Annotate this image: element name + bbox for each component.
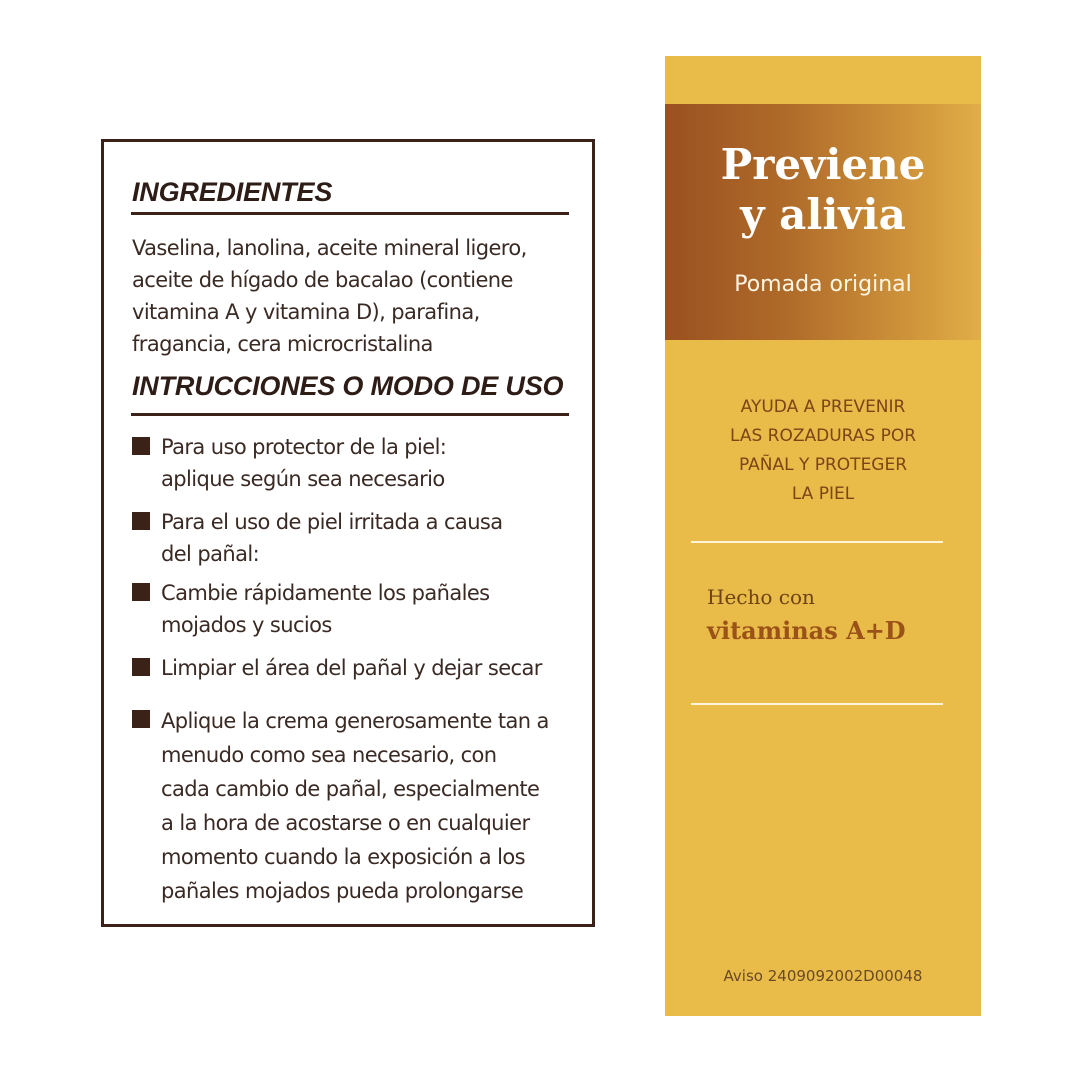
- vitamins-prefix: Hecho con: [707, 585, 815, 609]
- aviso-code: Aviso 2409092002D00048: [723, 967, 923, 985]
- ingredients-heading: INGREDIENTES: [132, 177, 333, 207]
- info-box: [101, 139, 595, 927]
- panel-divider: [691, 541, 943, 543]
- product-subtitle: Pomada original: [734, 272, 912, 297]
- instruction-step-text: Cambie rápidamente los pañales mojados y sucios: [161, 581, 490, 637]
- ingredients-divider: [131, 212, 569, 215]
- instruction-step-text: Para el uso de piel irritada a causa del pañal:: [161, 510, 503, 566]
- square-bullet-icon: [132, 658, 150, 676]
- instruction-step: [132, 577, 572, 641]
- instructions-divider: [131, 413, 569, 416]
- square-bullet-icon: [132, 512, 150, 530]
- product-panel: [665, 56, 981, 1016]
- instruction-step: [132, 431, 572, 495]
- instruction-step: [132, 506, 572, 570]
- ingredients-text: Vaselina, lanolina, aceite mineral ligero, aceite de hígado de bacalao (contiene vitamina A y vitamina D), parafina, fragancia, cera microcristalina: [132, 236, 527, 356]
- title-band: [665, 104, 981, 340]
- vitamins-heading: vitaminas A+D: [707, 616, 906, 645]
- instruction-step-text: Para uso protector de la piel: aplique según sea necesario: [161, 435, 447, 491]
- instruction-step: [132, 652, 572, 684]
- square-bullet-icon: [132, 710, 150, 728]
- instructions-heading: INTRUCCIONES O MODO DE USO: [132, 371, 564, 401]
- square-bullet-icon: [132, 437, 150, 455]
- instruction-step-text: Aplique la crema generosamente tan a menudo como sea necesario, con cada cambio de pañal, especialmente a la hora de acostarse o en cualquier momento cuando la exposición a los pañales mojados pueda prolongarse: [161, 709, 549, 903]
- panel-divider: [691, 703, 943, 705]
- instruction-step: [132, 704, 572, 908]
- instruction-step-text: Limpiar el área del pañal y dejar secar: [161, 656, 542, 680]
- claim-text: AYUDA A PREVENIR LAS ROZADURAS POR PAÑAL Y PROTEGER LA PIEL: [729, 397, 917, 504]
- product-title: Previene y alivia: [720, 140, 926, 239]
- square-bullet-icon: [132, 583, 150, 601]
